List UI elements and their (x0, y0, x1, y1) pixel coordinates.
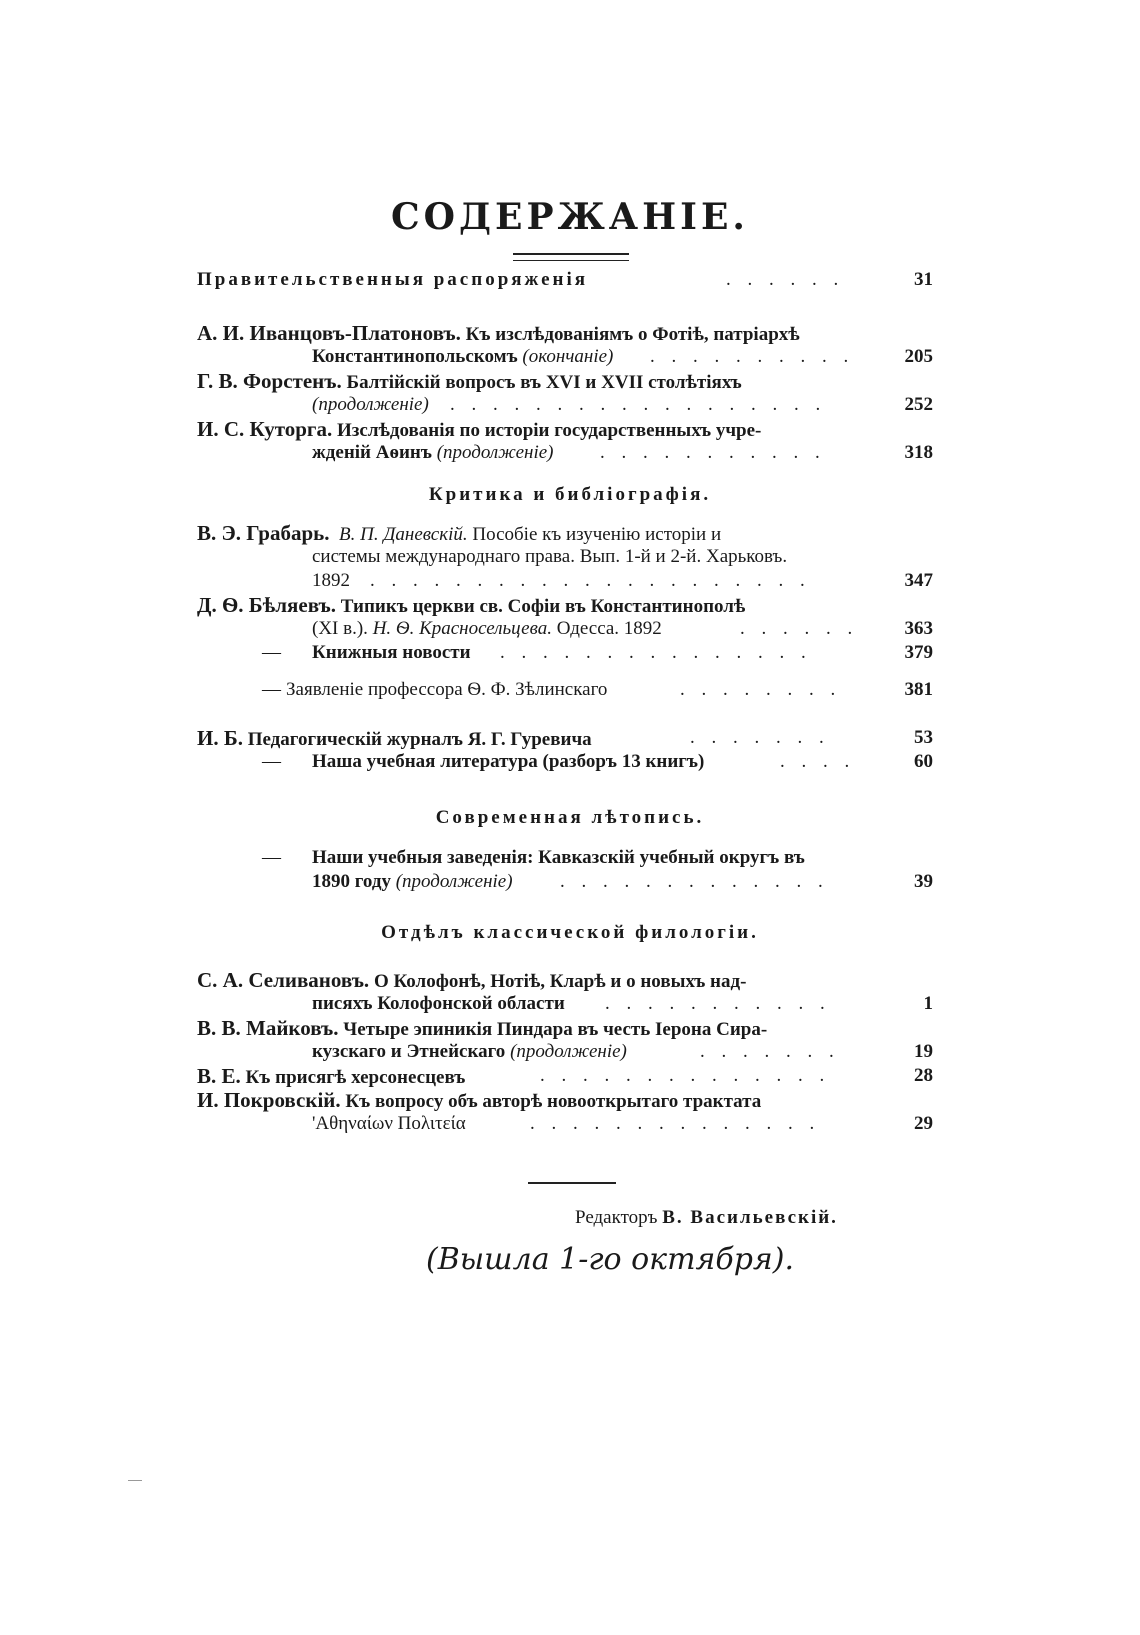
entry-dash: — (262, 847, 281, 868)
toc-entry (0, 638, 1140, 668)
page-number: 53 (914, 727, 933, 748)
entry-note: В. П. Даневскій. (339, 524, 468, 545)
margin-mark (128, 1480, 142, 1481)
entry-author: А. И. Иванцовъ-Платоновъ. (197, 321, 461, 345)
entry-title: (XI в.). (312, 618, 368, 639)
editor-label: Редакторъ (575, 1207, 658, 1228)
section-heading-critique: Критика и библіографія. (428, 484, 712, 505)
entry-title: Педагогическій журналъ Я. Г. Гуревича (247, 729, 592, 750)
entry-note: (продолженіе) (436, 442, 554, 463)
entry-author: С. А. Селивановъ. (197, 968, 370, 992)
page-number: 381 (904, 679, 933, 700)
entry-title: 1892 (312, 570, 350, 591)
page-number: 318 (904, 442, 933, 463)
leader-dots: . . . . . . (726, 269, 845, 290)
page-number: 347 (904, 570, 933, 591)
page-number: 363 (904, 618, 933, 639)
page-title: СОДЕРЖАНІЕ. (391, 196, 749, 238)
entry-title: системы международнаго права. Вып. 1-й и 2-й. Харьковъ. (312, 546, 788, 567)
leader-dots: . . . . . . . (700, 1041, 840, 1062)
entry-note: (продолженіе) (395, 871, 513, 892)
entry-author: И. Покровскій. (197, 1088, 341, 1112)
entry-dash: — (262, 642, 281, 663)
entry-title: Къ присягѣ херсонесцевъ (245, 1067, 466, 1088)
leader-dots: . . . . . . . . . . . . . . . . . . (450, 394, 827, 415)
entry-author: В. Е. (197, 1064, 241, 1088)
leader-dots: . . . . . . . (690, 727, 830, 748)
entry-title: О Колофонѣ, Нотіѣ, Кларѣ и о новыхъ над- (373, 971, 747, 992)
entry-dash: — (262, 679, 281, 700)
entry-author: В. В. Майковъ. (197, 1016, 339, 1040)
entry-note: (продолженіе) (510, 1041, 627, 1062)
entry-title: кузскаго и Этнейскаго (312, 1041, 506, 1062)
page-number: 252 (904, 394, 933, 415)
entry-title: Четыре эпиникія Пиндара въ честь Іерона Сира- (343, 1019, 768, 1040)
page-number: 60 (914, 751, 933, 772)
editor-name: В. Васильевскій. (662, 1207, 838, 1228)
leader-dots: . . . . . . . . . . . . . . . (500, 642, 812, 663)
leader-dots: . . . . . . . . . . . . . . (540, 1065, 831, 1086)
toc-entry (0, 747, 1140, 777)
leader-dots: . . . . . . (740, 618, 859, 639)
page-number: 31 (914, 269, 933, 290)
entry-title: Заявленіе профессора Ѳ. Ф. Зѣлинскаго (286, 679, 608, 700)
entry-author: И. Б. (197, 726, 243, 750)
entry-title: писяхъ Колофонской области (312, 993, 565, 1014)
toc-entry (0, 265, 1140, 295)
handwritten-note: (Вышла 1-го октября). (426, 1242, 795, 1277)
entry-title: Константинопольскомъ (312, 346, 518, 367)
entry-title: Наша учебная литература (разборъ 13 книгъ) (312, 751, 705, 772)
toc-entry-cont (0, 867, 1140, 897)
closing-rule (528, 1182, 616, 1184)
entry-title: Пособіе къ изученію исторіи и (472, 524, 722, 545)
page-number: 39 (914, 871, 933, 892)
entry-title: Книжныя новости (312, 642, 471, 663)
toc-entry (0, 675, 1140, 705)
entry-title: Балтійскій вопросъ въ XVI и XVII столѣтіяхъ (346, 372, 742, 393)
entry-dash: — (262, 751, 281, 772)
entry-title: 'Αθηναίων Πολιτεία (312, 1113, 466, 1134)
leader-dots: . . . . . . . . . . . . . . (530, 1113, 821, 1134)
page-number: 379 (904, 642, 933, 663)
leader-dots: . . . . . . . . (680, 679, 842, 700)
section-heading-chronicle: Современная лѣтопись. (435, 807, 705, 828)
entry-author: Д. Ѳ. Бѣляевъ. (197, 593, 337, 617)
entry-author: И. С. Куторга. (197, 417, 333, 441)
entry-title: Правительственныя распоряженія (197, 269, 589, 290)
leader-dots: . . . . (780, 751, 856, 772)
entry-title: жденій Аѳинъ (312, 442, 432, 463)
entry-note: (продолженіе) (312, 394, 429, 415)
entry-note: Н. Ѳ. Красносельцева. (372, 618, 552, 639)
entry-title: Къ изслѣдованіямъ о Фотіѣ, патріархѣ (465, 324, 800, 345)
entry-title: Наши учебныя заведенія: Кавказскій учебный округъ въ (312, 847, 805, 868)
page-number: 28 (914, 1065, 933, 1086)
leader-dots: . . . . . . . . . . . . . (560, 871, 829, 892)
entry-title: 1890 году (312, 871, 391, 892)
title-rule (513, 253, 629, 261)
entry-title: Къ вопросу объ авторѣ новооткрытаго трактата (345, 1091, 762, 1112)
toc-entry-cont (0, 1109, 1140, 1139)
page-number: 29 (914, 1113, 933, 1134)
leader-dots: . . . . . . . . . . . (600, 442, 826, 463)
page-number: 1 (923, 993, 933, 1014)
editor-line (575, 1203, 838, 1233)
entry-author: В. Э. Грабарь. (197, 521, 330, 545)
leader-dots: . . . . . . . . . . . . . . . . . . . . . (370, 570, 811, 591)
entry-author: Г. В. Форстенъ. (197, 369, 342, 393)
entry-note: (окончаніе) (522, 346, 614, 367)
entry-title: Изслѣдованія по исторіи государственныхъ учре- (336, 420, 762, 441)
leader-dots: . . . . . . . . . . . (605, 993, 831, 1014)
entry-place: Одесса. 1892 (556, 618, 662, 639)
entry-title: Типикъ церкви св. Софіи въ Константинополѣ (340, 596, 746, 617)
toc-entry-cont (0, 438, 1140, 468)
page-number: 205 (904, 346, 933, 367)
leader-dots: . . . . . . . . . . (650, 346, 855, 367)
section-heading-classical: Отдѣлъ классической филологіи. (381, 922, 759, 943)
page-number: 19 (914, 1041, 933, 1062)
